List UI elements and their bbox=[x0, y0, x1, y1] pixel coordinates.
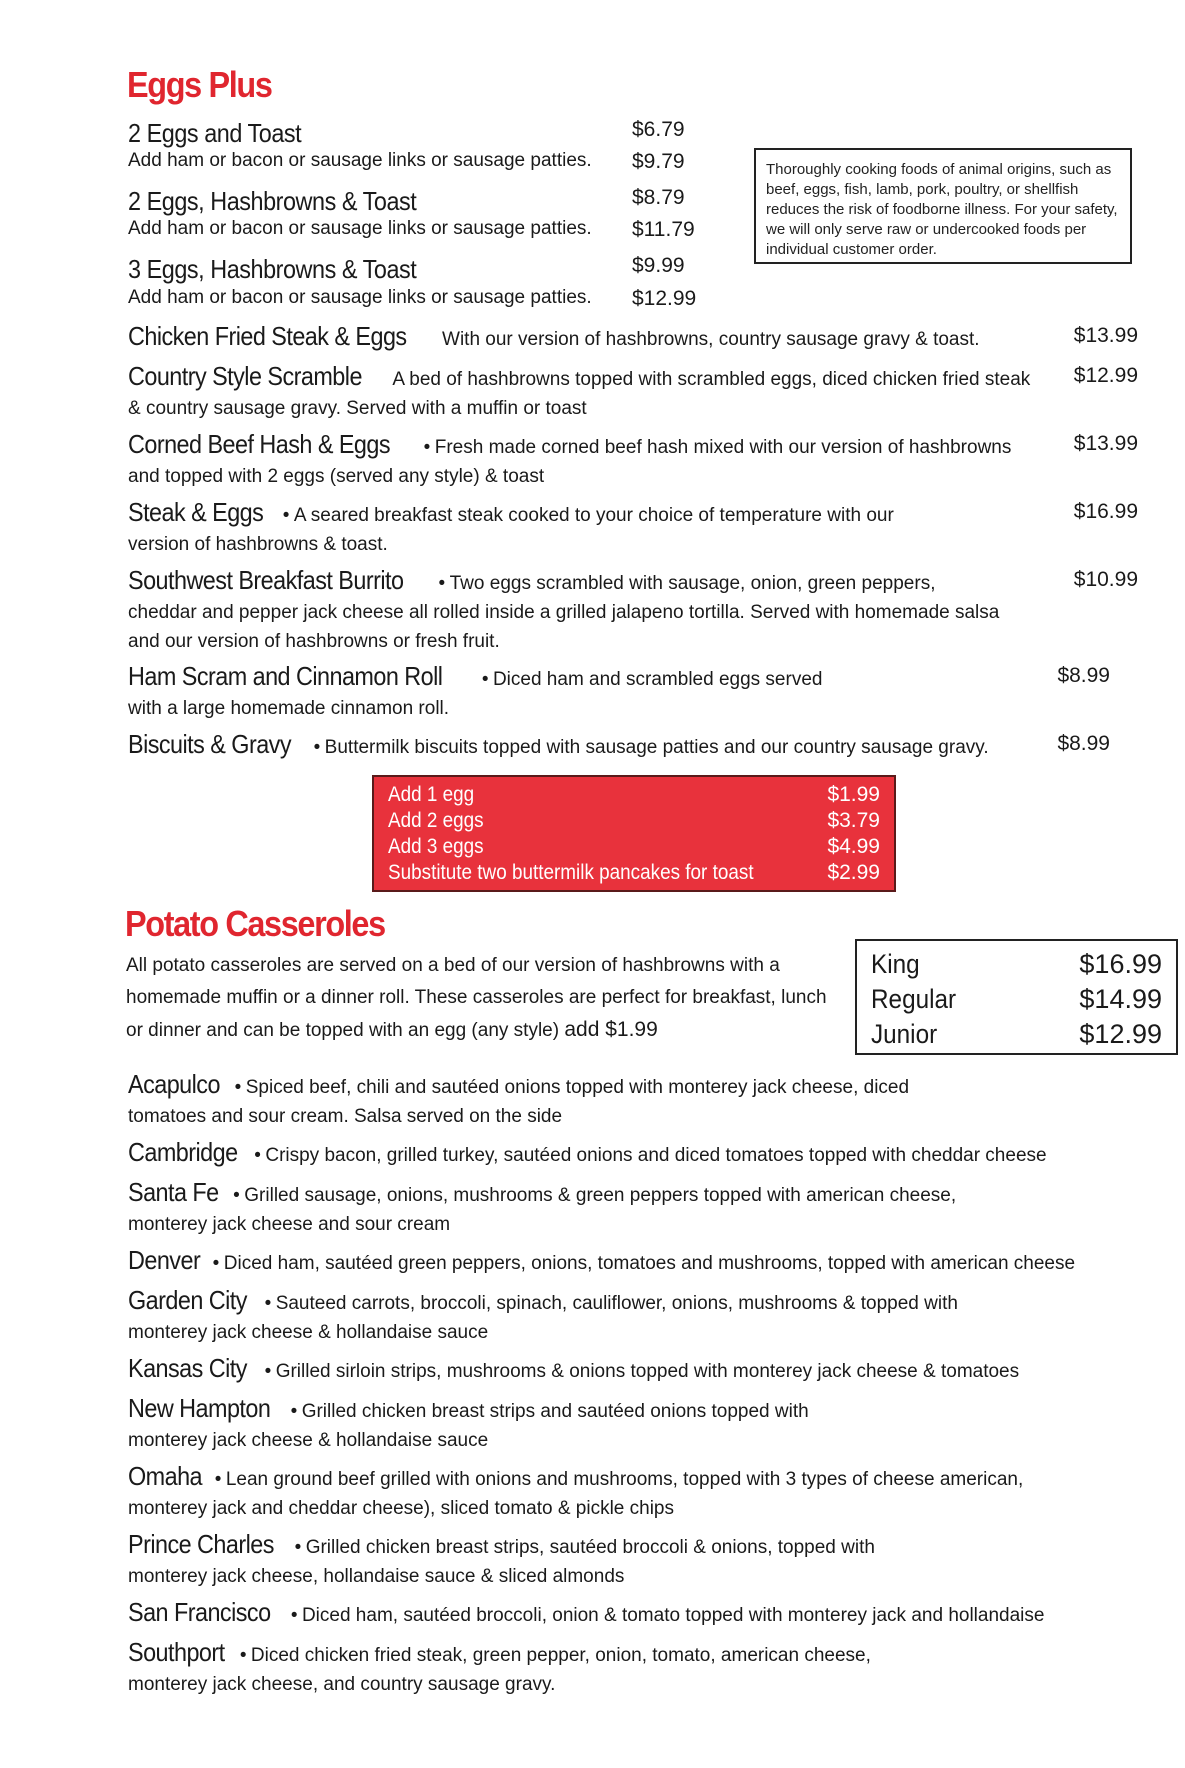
item-separator: • bbox=[264, 1361, 272, 1382]
combo-addon-price: $12.99 bbox=[632, 287, 697, 310]
casserole-name: Southport bbox=[128, 1637, 225, 1667]
item-separator: • bbox=[254, 1145, 261, 1166]
extra-price: $2.99 bbox=[827, 861, 880, 884]
item-price: $13.99 bbox=[1073, 324, 1138, 347]
size-label: Junior bbox=[871, 1019, 938, 1049]
combo-addon: Add ham or bacon or sausage links or sausage patties. bbox=[128, 287, 592, 308]
food-safety-notice: Thoroughly cooking foods of animal origins, such as beef, eggs, fish, lamb, pork, poultry, or shellfish reduces the risk of foodborne illness. For your safety, we will only serve raw or undercooked foods per individual customer order. bbox=[754, 148, 1132, 264]
casserole-item bbox=[128, 1638, 948, 1700]
combo-name: 3 Eggs, Hashbrowns & Toast bbox=[128, 254, 417, 284]
item-name: Southwest Breakfast Burrito bbox=[128, 565, 404, 595]
casserole-name: San Francisco bbox=[128, 1597, 271, 1627]
intro-add-egg-price: add $1.99 bbox=[564, 1018, 658, 1041]
casserole-description: Spiced beef, chili and sautéed onions topped with monterey jack cheese, diced tomatoes and sour cream. Salsa served on the side bbox=[128, 1077, 910, 1127]
casserole-item bbox=[128, 1530, 928, 1592]
size-price: $12.99 bbox=[1079, 1019, 1162, 1049]
menu-item bbox=[128, 730, 1138, 763]
casserole-name: Prince Charles bbox=[128, 1529, 274, 1559]
casserole-item bbox=[128, 1178, 1018, 1240]
combo-row bbox=[128, 254, 710, 284]
combo-row bbox=[128, 118, 710, 148]
item-description: A bed of hashbrowns topped with scrambled eggs, diced chicken fried steak & country sausage gravy. Served with a muffin or toast bbox=[128, 369, 1031, 419]
casserole-name: Garden City bbox=[128, 1285, 247, 1315]
menu-item bbox=[128, 430, 1138, 492]
extra-row bbox=[388, 834, 880, 860]
combo-addon-row bbox=[128, 150, 710, 180]
item-separator: • bbox=[264, 1293, 272, 1314]
item-name: Biscuits & Gravy bbox=[128, 729, 291, 759]
casserole-item bbox=[128, 1246, 1178, 1279]
size-row bbox=[871, 1017, 1162, 1052]
casserole-sizes-box bbox=[855, 939, 1178, 1055]
menu-item bbox=[128, 322, 1138, 355]
extra-price: $1.99 bbox=[827, 783, 880, 806]
item-description: Diced ham and scrambled eggs served with a large homemade cinnamon roll. bbox=[128, 669, 823, 719]
casserole-name: Kansas City bbox=[128, 1353, 247, 1383]
item-separator: • bbox=[282, 505, 290, 526]
casserole-name: Cambridge bbox=[128, 1137, 238, 1167]
combo-addon-price: $11.79 bbox=[632, 218, 695, 241]
item-description: Fresh made corned beef hash mixed with our version of hashbrowns and topped with 2 eggs (served any style) & toast bbox=[128, 437, 1012, 487]
extra-label: Add 3 eggs bbox=[388, 835, 484, 858]
item-price: $10.99 bbox=[1073, 568, 1138, 591]
combo-addon: Add ham or bacon or sausage links or sausage patties. bbox=[128, 218, 592, 239]
casserole-description: Crispy bacon, grilled turkey, sautéed onions and diced tomatoes topped with cheddar cheese bbox=[265, 1145, 1047, 1166]
casserole-description: Grilled chicken breast strips, sautéed broccoli & onions, topped with monterey jack cheese, hollandaise sauce & sliced almonds bbox=[128, 1537, 875, 1587]
item-description: Two eggs scrambled with sausage, onion, green peppers, cheddar and pepper jack cheese all rolled inside a grilled jalapeno tortilla. Served with homemade salsa and our version of hashbrowns or fresh fruit. bbox=[128, 573, 1000, 652]
menu-item bbox=[128, 566, 1138, 657]
combo-addon-row bbox=[128, 287, 710, 317]
combo-addon-row bbox=[128, 218, 710, 248]
casserole-description: Diced ham, sautéed broccoli, onion & tomato topped with monterey jack and hollandaise bbox=[301, 1605, 1045, 1626]
item-separator: • bbox=[423, 437, 431, 458]
item-separator: • bbox=[233, 1185, 240, 1206]
combo-addon-price: $9.79 bbox=[632, 150, 685, 173]
casserole-item bbox=[128, 1354, 1168, 1387]
extra-row bbox=[388, 860, 880, 886]
size-label: King bbox=[871, 949, 920, 979]
item-price: $8.99 bbox=[1057, 732, 1110, 755]
item-separator: • bbox=[313, 737, 321, 758]
intro-text: All potato casseroles are served on a bed of our version of hashbrowns with a homemade muffin or a dinner roll. These casseroles are perfect for breakfast, lunch or dinner and can be topped with an egg (any style) bbox=[126, 955, 827, 1041]
item-separator: • bbox=[290, 1605, 298, 1626]
menu-item bbox=[128, 362, 1138, 424]
item-name: Country Style Scramble bbox=[128, 361, 362, 391]
casserole-name: Santa Fe bbox=[128, 1177, 219, 1207]
extra-row bbox=[388, 808, 880, 834]
combo-row bbox=[128, 186, 710, 216]
item-separator: • bbox=[294, 1537, 302, 1558]
combo-addon: Add ham or bacon or sausage links or sausage patties. bbox=[128, 150, 592, 171]
casserole-item bbox=[128, 1462, 1078, 1524]
extra-label: Substitute two buttermilk pancakes for toast bbox=[388, 861, 754, 884]
section-title-eggs-plus: Eggs Plus bbox=[127, 64, 272, 105]
combo-price: $6.79 bbox=[632, 118, 685, 141]
casserole-intro bbox=[126, 950, 836, 1047]
item-price: $8.99 bbox=[1057, 664, 1110, 687]
item-separator: • bbox=[212, 1253, 220, 1274]
item-separator: • bbox=[234, 1077, 242, 1098]
item-separator: • bbox=[239, 1645, 247, 1666]
casserole-name: New Hampton bbox=[128, 1393, 271, 1423]
combo-name: 2 Eggs, Hashbrowns & Toast bbox=[128, 186, 417, 216]
item-separator: • bbox=[438, 573, 446, 594]
item-description: Buttermilk biscuits topped with sausage patties and our country sausage gravy. bbox=[324, 737, 989, 758]
casserole-name: Denver bbox=[128, 1245, 201, 1275]
item-separator: • bbox=[214, 1469, 222, 1490]
casserole-description: Grilled sausage, onions, mushrooms & green peppers topped with american cheese, monterey jack cheese and sour cream bbox=[128, 1185, 957, 1235]
casserole-item bbox=[128, 1598, 1168, 1631]
item-name: Corned Beef Hash & Eggs bbox=[128, 429, 391, 459]
casserole-description: Grilled chicken breast strips and sautéed onions topped with monterey jack cheese & hollandaise sauce bbox=[128, 1401, 809, 1451]
egg-extras-box bbox=[372, 775, 896, 892]
casserole-description: Sauteed carrots, broccoli, spinach, cauliflower, onions, mushrooms & topped with monterey jack cheese & hollandaise sauce bbox=[128, 1293, 958, 1343]
item-price: $13.99 bbox=[1073, 432, 1138, 455]
item-separator: • bbox=[481, 669, 489, 690]
item-description: A seared breakfast steak cooked to your choice of temperature with our version of hashbrowns & toast. bbox=[128, 505, 894, 555]
menu-item bbox=[128, 498, 1138, 560]
size-label: Regular bbox=[871, 984, 957, 1014]
item-description: With our version of hashbrowns, country sausage gravy & toast. bbox=[442, 329, 980, 350]
size-price: $16.99 bbox=[1079, 949, 1162, 979]
combo-price: $8.79 bbox=[632, 186, 685, 209]
item-price: $16.99 bbox=[1073, 500, 1138, 523]
casserole-item bbox=[128, 1138, 1168, 1171]
item-separator: • bbox=[290, 1401, 298, 1422]
casserole-description: Diced chicken fried steak, green pepper, onion, tomato, american cheese, monterey jack cheese, and country sausage gravy. bbox=[128, 1645, 871, 1695]
menu-item bbox=[128, 662, 1138, 724]
item-name: Steak & Eggs bbox=[128, 497, 264, 527]
section-title-potato-casseroles: Potato Casseroles bbox=[125, 903, 385, 944]
combo-price: $9.99 bbox=[632, 254, 685, 277]
casserole-description: Lean ground beef grilled with onions and mushrooms, topped with 3 types of cheese american, monterey jack and cheddar cheese), sliced tomato & pickle chips bbox=[128, 1469, 1024, 1519]
casserole-description: Diced ham, sautéed green peppers, onions, tomatoes and mushrooms, topped with american cheese bbox=[223, 1253, 1076, 1274]
extra-label: Add 1 egg bbox=[388, 783, 475, 806]
casserole-name: Acapulco bbox=[128, 1069, 220, 1099]
casserole-description: Grilled sirloin strips, mushrooms & onions topped with monterey jack cheese & tomatoes bbox=[275, 1361, 1020, 1382]
casserole-name: Omaha bbox=[128, 1461, 203, 1491]
extra-price: $3.79 bbox=[827, 809, 880, 832]
casserole-item bbox=[128, 1394, 888, 1456]
item-name: Ham Scram and Cinnamon Roll bbox=[128, 661, 443, 691]
item-price: $12.99 bbox=[1073, 364, 1138, 387]
size-row bbox=[871, 947, 1162, 982]
casserole-item bbox=[128, 1070, 928, 1132]
casserole-item bbox=[128, 1286, 1008, 1348]
size-price: $14.99 bbox=[1079, 984, 1162, 1014]
item-name: Chicken Fried Steak & Eggs bbox=[128, 321, 407, 351]
size-row bbox=[871, 982, 1162, 1017]
extra-label: Add 2 eggs bbox=[388, 809, 484, 832]
extra-price: $4.99 bbox=[827, 835, 880, 858]
combo-name: 2 Eggs and Toast bbox=[128, 118, 302, 148]
extra-row bbox=[388, 782, 880, 808]
